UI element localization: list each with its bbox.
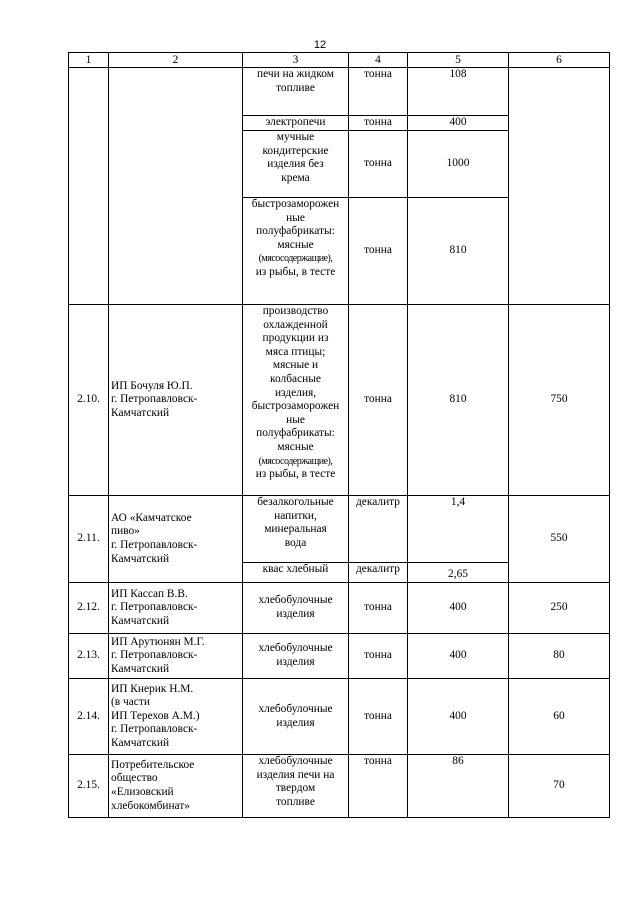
text-line: ИП Арутюнян М.Г. — [111, 635, 205, 648]
table-row — [69, 634, 610, 679]
text-line: изделия — [276, 656, 315, 668]
enterprise-cell — [109, 68, 243, 305]
capacity-cell: 80 — [509, 634, 610, 679]
text-line: г. Петропавловск- — [111, 723, 198, 736]
text-line: крема — [281, 171, 310, 184]
text-line: г. Петропавловск- — [111, 601, 198, 614]
table-row — [69, 496, 610, 563]
unit-cell: тонна — [349, 198, 408, 305]
quantity-cell: 86 — [408, 755, 509, 818]
text-line: мяса птицы; — [265, 345, 326, 358]
text-line: изделия без — [267, 158, 324, 171]
text-line: охлажденной — [263, 318, 328, 331]
text-line: ные — [286, 413, 305, 426]
text-line: «Елизовский — [111, 786, 174, 798]
unit-cell: тонна — [349, 634, 408, 679]
enterprise-cell — [109, 755, 243, 818]
capacity-cell: 550 — [509, 496, 610, 583]
unit-cell: декалитр — [349, 496, 408, 563]
header-row — [69, 53, 610, 68]
text-line: продукции из — [262, 332, 329, 345]
text-line: топливе — [276, 81, 315, 94]
unit-cell: тонна — [349, 305, 408, 496]
product-cell — [243, 198, 349, 305]
text-line: АО «Камчатское — [111, 511, 192, 524]
quantity-cell: 810 — [408, 305, 509, 496]
header-cell: 6 — [509, 53, 610, 68]
text-line: мясные и — [272, 359, 319, 372]
text-line: быстрозаморожен — [251, 198, 340, 210]
unit-cell: тонна — [349, 583, 408, 634]
capacity-cell — [509, 68, 610, 305]
text-line: Камчатский — [111, 662, 170, 675]
quantity-cell: 400 — [408, 679, 509, 755]
text-line: кондитерские — [262, 144, 329, 157]
row-number-cell: 2.14. — [69, 679, 109, 755]
product-cell — [243, 496, 349, 563]
capacity-cell: 250 — [509, 583, 610, 634]
text-line: производство — [262, 305, 329, 317]
row-number-cell — [69, 68, 109, 305]
text-line: (мясосодержащие), — [258, 455, 333, 467]
unit-cell: тонна — [349, 755, 408, 818]
text-line: общество — [111, 772, 158, 785]
table-row — [69, 305, 610, 496]
text-line: электропечи — [265, 116, 326, 128]
text-line: изделия, — [274, 386, 317, 399]
quantity-cell: 1000 — [408, 131, 509, 198]
text-line: полуфабрикаты: — [256, 427, 335, 440]
text-line: изделия — [276, 716, 315, 729]
text-line: ИП Терехов А.М.) — [111, 709, 200, 722]
product-cell — [243, 634, 349, 679]
product-cell — [243, 68, 349, 116]
row-number-cell: 2.10. — [69, 305, 109, 496]
enterprise-cell — [109, 305, 243, 496]
text-line: напитки, — [274, 509, 317, 522]
text-line: полуфабрикаты: — [256, 225, 335, 238]
table-row — [69, 679, 610, 755]
text-line: минеральная — [264, 523, 327, 536]
text-line: изделия — [276, 608, 315, 620]
text-line: топливе — [276, 795, 315, 808]
row-number-cell: 2.13. — [69, 634, 109, 679]
text-line: (мясосодержащие), — [258, 253, 333, 265]
text-line: Камчатский — [111, 614, 170, 627]
row-number-cell: 2.12. — [69, 583, 109, 634]
text-line: вода — [284, 536, 307, 549]
row-number-cell: 2.15. — [69, 755, 109, 818]
product-cell — [243, 116, 349, 131]
text-line: хлебобулочные — [258, 642, 333, 655]
product-cell — [243, 679, 349, 755]
header-cell: 4 — [349, 53, 408, 68]
text-line: мучные — [276, 131, 315, 143]
quantity-cell: 810 — [408, 198, 509, 305]
unit-cell: тонна — [349, 116, 408, 131]
row-number-cell: 2.11. — [69, 496, 109, 583]
text-line: Камчатский — [111, 406, 170, 419]
text-line: безалкогольные — [257, 496, 334, 508]
text-line: быстрозаморожен — [251, 400, 340, 413]
text-line: твердом — [275, 782, 316, 795]
text-line: квас хлебный — [262, 563, 329, 575]
product-cell — [243, 755, 349, 818]
quantity-cell: 108 — [408, 68, 509, 116]
text-line: хлебобулочные — [258, 594, 333, 607]
table-row — [69, 583, 610, 634]
text-line: ИП Бочуля Ю.П. — [111, 379, 193, 392]
header-cell: 3 — [243, 53, 349, 68]
text-line: хлебобулочные — [258, 702, 333, 715]
text-line: г. Петропавловск- — [111, 393, 198, 406]
text-line: (в части — [111, 696, 150, 709]
enterprise-cell — [109, 634, 243, 679]
unit-cell: декалитр — [349, 563, 408, 583]
quantity-cell: 400 — [408, 116, 509, 131]
header-cell: 1 — [69, 53, 109, 68]
page-number: 12 — [313, 39, 327, 51]
header-cell: 2 — [109, 53, 243, 68]
text-line: печи на жидком — [257, 68, 334, 80]
text-line: изделия печи на — [256, 768, 335, 781]
text-line: хлебокомбинат» — [111, 799, 190, 812]
text-line: ные — [286, 211, 305, 224]
enterprise-cell — [109, 679, 243, 755]
text-line: из рыбы, в тесте — [255, 265, 336, 278]
text-line: Камчатский — [111, 736, 170, 749]
capacity-cell: 70 — [509, 755, 610, 818]
quantity-cell: 400 — [408, 634, 509, 679]
table-row — [69, 68, 610, 116]
text-line: г. Петропавловск- — [111, 539, 198, 551]
quantity-cell: 400 — [408, 583, 509, 634]
product-cell — [243, 305, 349, 496]
text-line: колбасные — [270, 372, 321, 385]
quantity-cell: 2,65 — [408, 563, 509, 583]
unit-cell: тонна — [349, 68, 408, 116]
text-line: Потребительское — [111, 758, 195, 771]
unit-cell: тонна — [349, 131, 408, 198]
text-line: хлебобулочные — [258, 755, 333, 767]
enterprise-cell — [109, 496, 243, 583]
product-cell — [243, 583, 349, 634]
text-line: пиво» — [111, 525, 140, 538]
unit-cell: тонна — [349, 679, 408, 755]
product-cell — [243, 131, 349, 198]
text-line: мясные — [277, 440, 314, 453]
text-line: г. Петропавловск- — [111, 649, 198, 662]
text-line: из рыбы, в тесте — [255, 468, 336, 481]
table-row — [69, 755, 610, 818]
capacity-cell: 60 — [509, 679, 610, 755]
quantity-cell: 1,4 — [408, 496, 509, 563]
text-line: Камчатский — [111, 552, 170, 565]
header-cell: 5 — [408, 53, 509, 68]
product-cell — [243, 563, 349, 583]
enterprise-cell — [109, 583, 243, 634]
text-line: ИП Кнерик Н.М. — [111, 682, 194, 695]
capacity-cell: 750 — [509, 305, 610, 496]
text-line: мясные — [277, 238, 314, 251]
production-table — [68, 52, 610, 818]
text-line: ИП Кассап В.В. — [111, 587, 188, 600]
